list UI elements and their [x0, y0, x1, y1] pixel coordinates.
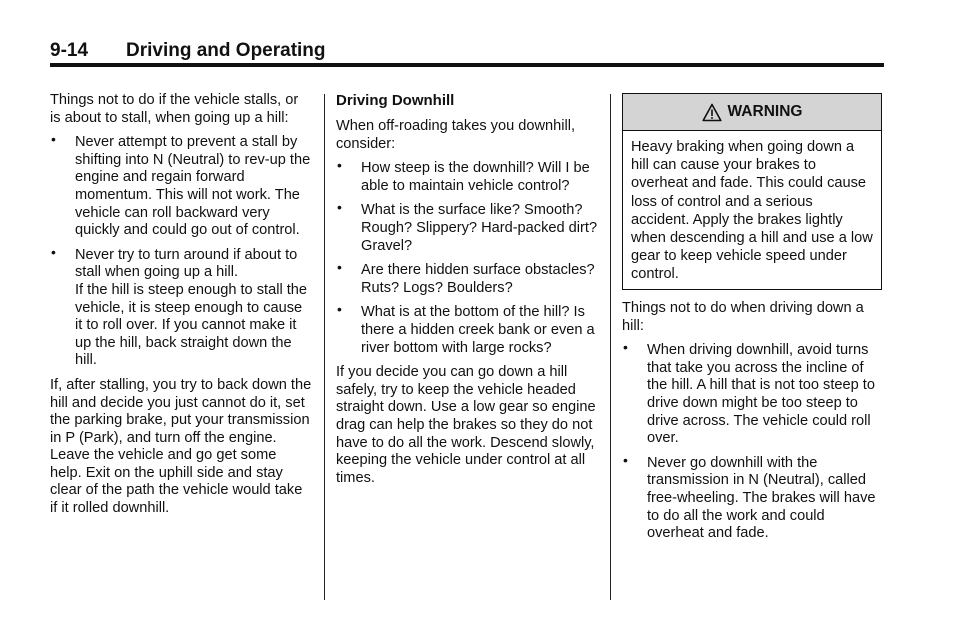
col3-bullet-text: Never go downhill with the transmission in N (Neutral), called free-wheeling. The brakes will have to do all the work and could overheat and fade.	[647, 454, 876, 542]
col1-bullet-extra: If the hill is steep enough to stall the vehicle, it is steep enough to cause it to roll over. If you cannot make it up the hill, back straight down the hill.	[75, 281, 308, 369]
section-heading: Driving Downhill	[336, 92, 455, 109]
col2-bullet-list	[336, 157, 598, 357]
col2-bullet-text: How steep is the downhill? Will I be able to maintain vehicle control?	[361, 160, 590, 194]
bullet-icon: •	[337, 259, 342, 276]
column-3	[622, 300, 884, 550]
col1-bullet-list	[50, 131, 312, 370]
warning-title: WARNING	[727, 103, 803, 120]
header-rule	[50, 63, 884, 67]
column-divider-1	[324, 94, 325, 600]
col2-closing: If you decide you can go down a hill safely, try to keep the vehicle headed straight down. Use a low gear so engine drag can help the brakes so they do not have to do all the work. Descend slowly, keeping the vehicle under control at all times.	[336, 364, 596, 486]
column-1	[50, 92, 312, 518]
col2-bullet-text: What is at the bottom of the hill? Is there a hidden creek bank or even a river bottom with large rocks?	[361, 304, 595, 356]
col3-bullet-item	[622, 339, 884, 448]
col2-intro: When off-roading takes you downhill, consider:	[336, 118, 576, 152]
col3-intro: Things not to do when driving down a hill:	[622, 300, 864, 334]
bullet-icon: •	[623, 451, 628, 468]
col2-bullet-text: Are there hidden surface obstacles? Ruts? Logs? Boulders?	[361, 262, 595, 296]
col1-bullet-item	[50, 243, 312, 370]
bullet-icon: •	[337, 199, 342, 216]
col1-intro: Things not to do if the vehicle stalls, or is about to stall, when going up a hill:	[50, 92, 299, 126]
col2-bullet-item	[336, 301, 598, 357]
col3-bullet-text: When driving downhill, avoid turns that take you across the incline of the hill. A hill that is not too steep to drive down might be too steep to drive across. The vehicle could roll over.	[647, 342, 875, 447]
warning-box	[622, 93, 882, 290]
bullet-icon: •	[623, 339, 628, 356]
page-header	[50, 40, 884, 64]
column-divider-2	[610, 94, 611, 600]
page-number: 9-14	[50, 40, 89, 61]
col2-bullet-item	[336, 157, 598, 195]
bullet-icon: •	[51, 243, 56, 260]
col2-bullet-item	[336, 199, 598, 255]
column-2	[336, 92, 598, 487]
warning-triangle-icon	[702, 103, 722, 122]
col1-bullet-item	[50, 131, 312, 240]
warning-text: Heavy braking when going down a hill can cause your brakes to overheat and fade. This could cause loss of control and a serious accident. Apply the brakes lightly when descending a hill and use a low gear to keep vehicle speed under control.	[631, 139, 873, 283]
col1-bullet-text: Never try to turn around if about to stall when going up a hill.	[75, 246, 298, 281]
bullet-icon: •	[337, 301, 342, 318]
bullet-icon: •	[51, 131, 56, 148]
warning-header	[623, 94, 881, 131]
section-title: Driving and Operating	[126, 40, 326, 61]
col3-bullet-item	[622, 451, 884, 543]
col2-bullet-text: What is the surface like? Smooth? Rough? Slippery? Hard-packed dirt? Gravel?	[361, 202, 598, 254]
bullet-icon: •	[337, 157, 342, 174]
col3-bullet-list	[622, 339, 884, 543]
col1-bullet-text: Never attempt to prevent a stall by shifting into N (Neutral) to rev-up the engine and regain forward momentum. This will not work. The vehicle can roll backward very quickly and could go out of control.	[75, 134, 311, 239]
col2-bullet-item	[336, 259, 598, 297]
col1-closing: If, after stalling, you try to back down the hill and decide you just cannot do it, set the parking brake, put your transmission in P (Park), and turn off the engine. Leave the vehicle and go get some help. Exit on the uphill side and stay clear of the path the vehicle would take if it rolled downhill.	[50, 376, 312, 517]
